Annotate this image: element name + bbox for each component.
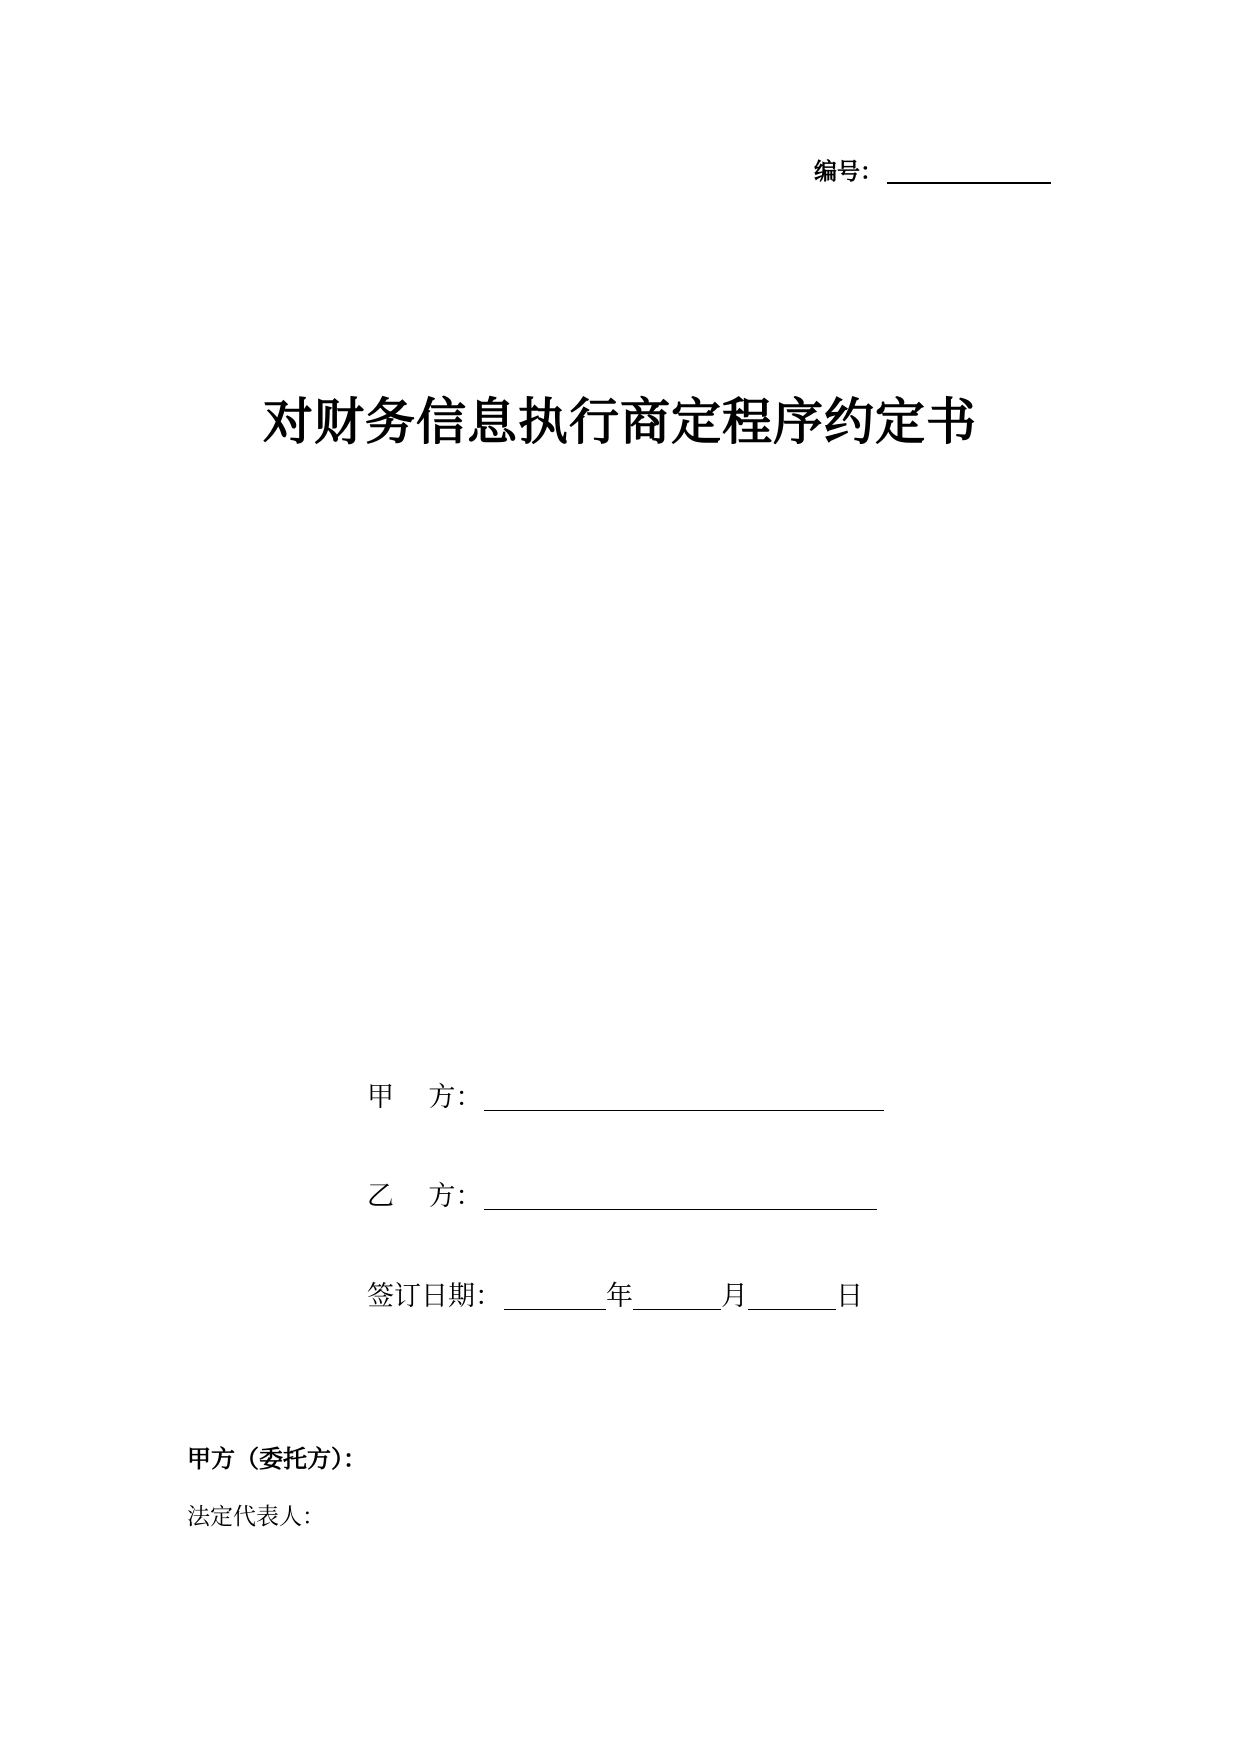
year-char: 年 — [606, 1281, 633, 1312]
sign-year-blank — [504, 1283, 606, 1310]
contract-number-blank — [887, 160, 1051, 184]
party-b-row — [367, 1180, 877, 1214]
sign-date-label: 签订日期： — [367, 1281, 502, 1312]
day-char: 日 — [836, 1281, 863, 1312]
legal-rep-label: 法定代表人： — [187, 1504, 325, 1530]
contract-number — [814, 158, 1051, 186]
party-a-heading: 甲方（委托方）： — [187, 1445, 367, 1473]
party-b-blank — [484, 1183, 877, 1210]
party-a-blank — [484, 1084, 884, 1111]
party-b-label: 乙 方： — [367, 1181, 483, 1212]
sign-date-row — [367, 1280, 863, 1314]
party-a-label: 甲 方： — [367, 1082, 483, 1113]
month-char: 月 — [721, 1281, 748, 1312]
party-a-row — [367, 1081, 884, 1115]
sign-day-blank — [748, 1283, 836, 1310]
contract-number-label: 编号： — [814, 159, 883, 185]
document-title: 对财务信息执行商定程序约定书 — [263, 392, 977, 451]
sign-month-blank — [633, 1283, 721, 1310]
